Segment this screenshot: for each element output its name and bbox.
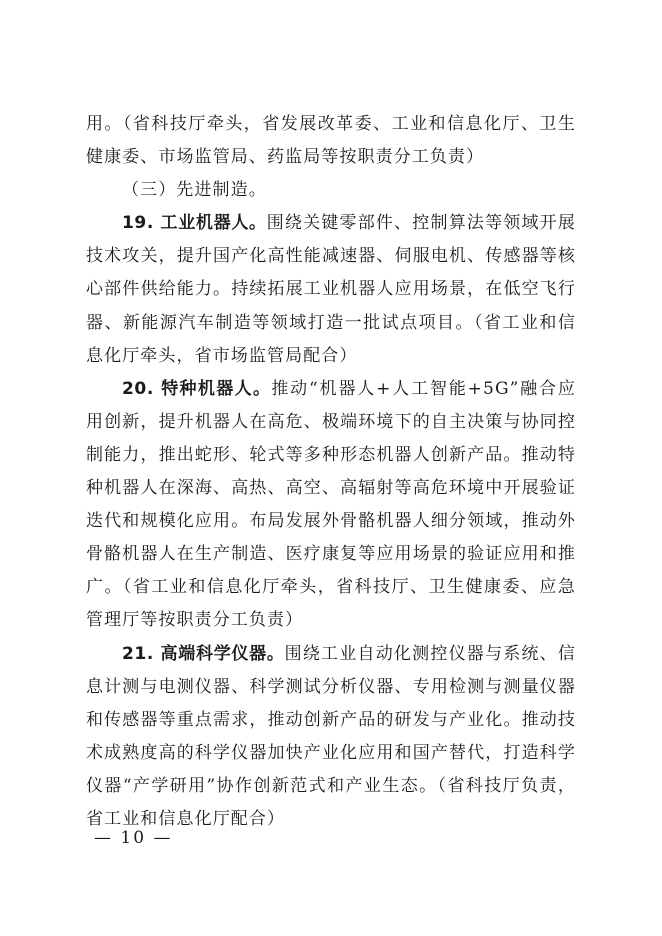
section-heading: （三）先进制造。 [122, 180, 267, 201]
continuation-paragraph: 用。（省科技厅牵头，省发展改革委、工业和信息化厅、卫生健康委、市场监管局、药监局等按职责分工负责） [86, 114, 576, 168]
item-title-20: 20. 特种机器人。 [122, 378, 272, 399]
item-paragraph-20 [86, 373, 576, 638]
item-paragraph-19 [86, 207, 576, 372]
item-body-21: 围绕工业自动化测控仪器与系统、信息计测与电测仪器、科学测试分析仪器、专用检测与测量仪器和传感器等重点需求，推动创新产品的研发与产业化。推动技术成熟度高的科学仪器加快产业化应用和国产替代，打造科学仪器“产学研用”协作创新范式和产业生态。（省科技厅负责，省工业和信息化厅配合） [86, 643, 576, 829]
item-body-19: 围绕关键零部件、控制算法等领域开展技术攻关，提升国产化高性能减速器、伺服电机、传感器等核心部件供给能力。持续拓展工业机器人应用场景，在低空飞行器、新能源汽车制造等领域打造一批试点项目。（省工业和信息化厅牵头，省市场监管局配合） [86, 213, 576, 366]
item-title-19: 19. 工业机器人。 [122, 213, 267, 234]
item-body-20: 推动“机器人+人工智能+5G”融合应用创新，提升机器人在高危、极端环境下的自主决策与协同控制能力，推出蛇形、轮式等多种形态机器人创新产品。推动特种机器人在深海、高热、高空、高辐射等高危环境中开展验证迭代和规模化应用。布局发展外骨骼机器人细分领域，推动外骨骼机器人在生产制造、医疗康复等应用场景的验证应用和推广。（省工业和信息化厅牵头，省科技厅、卫生健康委、应急管理厅等按职责分工负责） [86, 378, 576, 631]
document-body [86, 108, 576, 836]
page-number: — 10 — [94, 828, 173, 848]
item-title-21: 21. 高端科学仪器。 [122, 643, 285, 664]
item-paragraph-21 [86, 638, 576, 837]
